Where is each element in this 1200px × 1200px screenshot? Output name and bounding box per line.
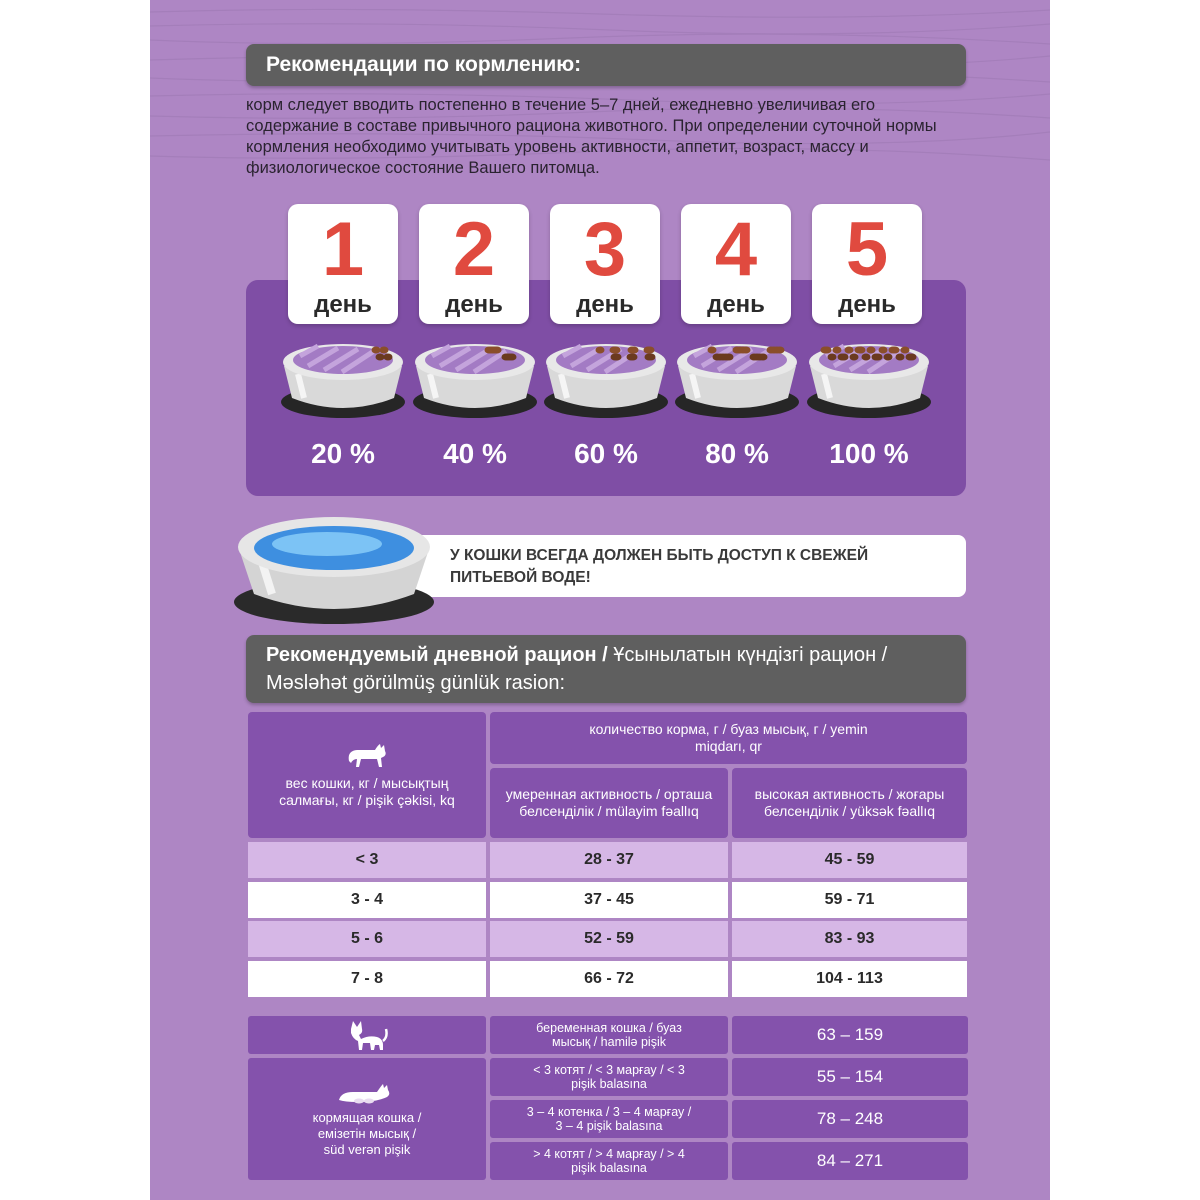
nursing-row-label — [490, 1100, 728, 1138]
food-bowl-icon — [541, 336, 671, 420]
moderate-cell: 28 - 37 — [490, 842, 728, 878]
day-card-2 — [419, 204, 529, 324]
pregnant-cat-cell — [248, 1016, 486, 1054]
day-card-4 — [681, 204, 791, 324]
day-number: 2 — [452, 207, 496, 292]
high-cell: 45 - 59 — [732, 842, 967, 878]
food-bowl-icon — [804, 336, 934, 420]
weight-cell: 3 - 4 — [248, 882, 486, 918]
moderate-activity-header — [490, 768, 728, 838]
ration-header-line2: Məsləhət görülmüş günlük rasion: — [266, 672, 566, 694]
day-label: день — [445, 291, 503, 318]
nursing-cat-icon — [337, 1080, 397, 1104]
day-card-5 — [812, 204, 922, 324]
food-bowl-icon — [672, 336, 802, 420]
pregnant-label: беременная кошка / буаз мысық / hamilə pişik — [536, 1021, 682, 1049]
high-activity-header — [732, 768, 967, 838]
weight-header-text: вес кошки, кг / мысықтың салмағы, кг / pişik çəkisi, kq — [279, 775, 455, 808]
pregnant-cat-icon — [345, 1019, 389, 1051]
water-bowl-icon — [232, 502, 437, 627]
day-label: день — [707, 291, 765, 318]
amount-header-text: количество корма, г / буаз мысық, г / yemin miqdarı, qr — [589, 721, 868, 754]
day-number: 5 — [845, 207, 889, 292]
day-label: день — [314, 291, 372, 318]
moderate-activity-text: умеренная активность / орташа белсенділік / mülayim fəallıq — [505, 786, 713, 819]
cat-icon — [345, 741, 389, 769]
pregnant-value-cell — [732, 1016, 968, 1054]
high-cell: 83 - 93 — [732, 921, 967, 957]
water-notice-text: У КОШКИ ВСЕГДА ДОЛЖЕН БЫТЬ ДОСТУП К СВЕЖЕЙ ПИТЬЕВОЙ ВОДЕ! — [450, 547, 869, 586]
nursing-row-label-text: 3 – 4 котенка / 3 – 4 марғау / 3 – 4 pişik balasına — [526, 1105, 692, 1133]
weight-cell: < 3 — [248, 842, 486, 878]
nursing-row-value: 78 – 248 — [732, 1100, 968, 1138]
nursing-row-label — [490, 1058, 728, 1096]
nursing-row-value: 84 – 271 — [732, 1142, 968, 1180]
food-bowl-icon — [278, 336, 408, 420]
moderate-cell: 52 - 59 — [490, 921, 728, 957]
food-bowl-icon — [410, 336, 540, 420]
nursing-label: кормящая кошка / емізетін мысық / süd verən pişik — [312, 1110, 422, 1157]
moderate-cell: 66 - 72 — [490, 961, 728, 997]
pregnant-value: 63 – 159 — [816, 1025, 884, 1044]
day-percent: 40 % — [443, 438, 507, 469]
ration-header-bold: Рекомендуемый дневной рацион / — [266, 644, 608, 666]
high-cell: 104 - 113 — [732, 961, 967, 997]
nursing-row-label-text: < 3 котят / < 3 марғау / < 3 pişik balasına — [533, 1063, 685, 1091]
nursing-row-label — [490, 1142, 728, 1180]
day-percent: 80 % — [705, 438, 769, 469]
day-percent: 100 % — [829, 438, 909, 469]
nursing-row-value: 55 – 154 — [732, 1058, 968, 1096]
day-label: день — [576, 291, 634, 318]
weight-header-cell — [248, 712, 486, 838]
daily-ration-header — [246, 635, 966, 703]
nursing-cat-cell — [248, 1058, 486, 1180]
day-number: 1 — [321, 207, 365, 292]
moderate-cell: 37 - 45 — [490, 882, 728, 918]
day-percent: 20 % — [311, 438, 375, 469]
feeding-recommendations-header — [246, 44, 966, 86]
ration-header-rest: Ұсынылатын күндізгі рацион / — [607, 644, 888, 666]
day-label: день — [838, 291, 896, 318]
day-number: 3 — [583, 207, 627, 292]
day-number: 4 — [714, 207, 758, 292]
day-card-1 — [288, 204, 398, 324]
day-percent: 60 % — [574, 438, 638, 469]
intro-text: корм следует вводить постепенно в течение 5–7 дней, ежедневно увеличивая его содержание в составе привычного рациона животного. При определении суточной нормы кормления необходимо учитывать уровень активности, аппетит, возраст, массу и физиологическое состояние Вашего питомца. — [246, 96, 937, 177]
weight-cell: 7 - 8 — [248, 961, 486, 997]
weight-cell: 5 - 6 — [248, 921, 486, 957]
pregnant-label-cell — [490, 1016, 728, 1054]
high-cell: 59 - 71 — [732, 882, 967, 918]
nursing-row-label-text: > 4 котят / > 4 марғау / > 4 pişik balasına — [533, 1147, 685, 1175]
high-activity-text: высокая активность / жоғары белсенділік / yüksək fəallıq — [754, 786, 945, 819]
feeding-header-title: Рекомендации по кормлению: — [266, 53, 582, 76]
day-card-3 — [550, 204, 660, 324]
amount-header-cell — [490, 712, 967, 764]
